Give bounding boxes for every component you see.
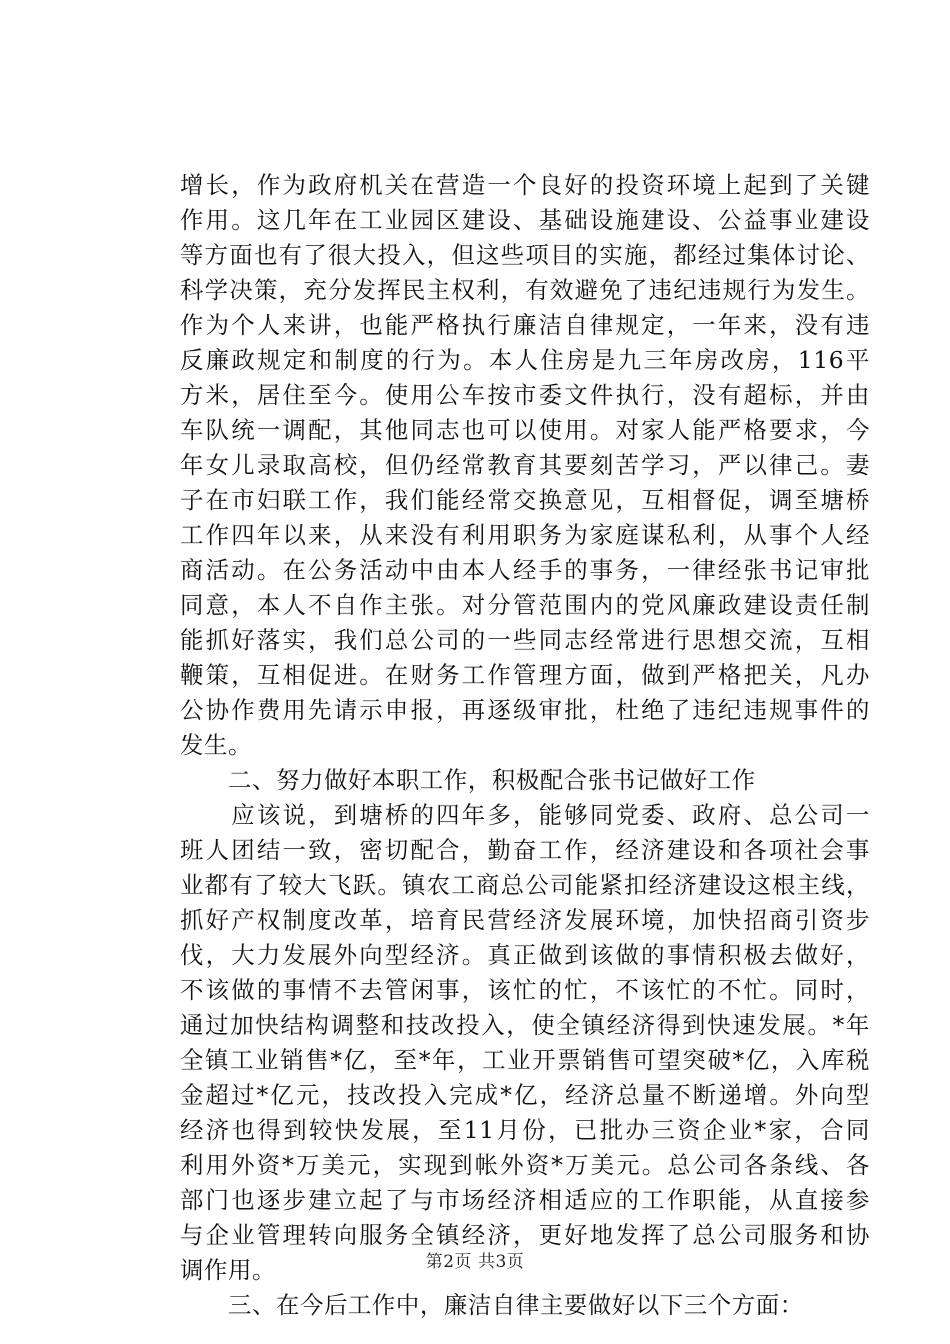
text-line: 不该做的事情不去管闲事，该忙的忙，不该忙的不忙。同时， — [180, 976, 870, 1004]
text-line: 抓好产权制度改革，培育民营经济发展环境，加快招商引资步 — [180, 906, 870, 934]
text-line: 利用外资*万美元，实现到帐外资*万美元。总公司各条线、各 — [180, 1151, 870, 1179]
text-line: 工作四年以来，从来没有利用职务为家庭谋私利，从事个人经 — [180, 521, 870, 549]
text-line: 部门也逐步建立起了与市场经济相适应的工作职能，从直接参 — [180, 1186, 870, 1214]
text-line: 调作用。 — [180, 1256, 276, 1284]
text-line: 商活动。在公务活动中由本人经手的事务，一律经张书记审批 — [180, 556, 870, 584]
text-line: 科学决策，充分发挥民主权利，有效避免了违纪违规行为发生。 — [180, 276, 870, 304]
text-line: 经济也得到较快发展，至11月份，已批办三资企业*家，合同 — [180, 1116, 870, 1144]
section-heading: 二、努力做好本职工作，积极配合张书记做好工作 — [180, 766, 756, 794]
page-footer: 第2页 共3页 — [425, 1252, 525, 1272]
text-line: 全镇工业销售*亿，至*年，工业开票销售可望突破*亿，入库税 — [180, 1046, 870, 1074]
text-line: 车队统一调配，其他同志也可以使用。对家人能严格要求，今 — [180, 416, 870, 444]
text-line: 方米，居住至今。使用公车按市委文件执行，没有超标，并由 — [180, 381, 870, 409]
text-line: 通过加快结构调整和技改投入，使全镇经济得到快速发展。*年 — [180, 1011, 870, 1039]
section-heading: 三、在今后工作中，廉洁自律主要做好以下三个方面： — [180, 1291, 804, 1319]
text-line: 伐，大力发展外向型经济。真正做到该做的事情积极去做好， — [180, 941, 870, 969]
text-line: 金超过*亿元，技改投入完成*亿，经济总量不断递增。外向型 — [180, 1081, 870, 1109]
text-line: 同意，本人不自作主张。对分管范围内的党风廉政建设责任制 — [180, 591, 870, 619]
text-line: 增长，作为政府机关在营造一个良好的投资环境上起到了关键 — [180, 171, 870, 199]
text-line: 发生。 — [180, 731, 252, 759]
text-line: 能抓好落实，我们总公司的一些同志经常进行思想交流，互相 — [180, 626, 870, 654]
text-line: 班人团结一致，密切配合，勤奋工作，经济建设和各项社会事 — [180, 836, 870, 864]
text-line: 作用。这几年在工业园区建设、基础设施建设、公益事业建设 — [180, 206, 870, 234]
text-line: 年女儿录取高校，但仍经常教育其要刻苦学习，严以律己。妻 — [180, 451, 870, 479]
text-line: 公协作费用先请示申报，再逐级审批，杜绝了违纪违规事件的 — [180, 696, 870, 724]
text-line: 反廉政规定和制度的行为。本人住房是九三年房改房，116平 — [180, 346, 870, 374]
text-line: 与企业管理转向服务全镇经济，更好地发挥了总公司服务和协 — [180, 1221, 870, 1249]
text-line: 作为个人来讲，也能严格执行廉洁自律规定，一年来，没有违 — [180, 311, 870, 339]
text-line: 等方面也有了很大投入，但这些项目的实施，都经过集体讨论、 — [180, 241, 870, 269]
text-line: 子在市妇联工作，我们能经常交换意见，互相督促，调至塘桥 — [180, 486, 870, 514]
text-line: 业都有了较大飞跃。镇农工商总公司能紧扣经济建设这根主线， — [180, 871, 870, 899]
document-body — [180, 168, 870, 1323]
text-line: 应该说，到塘桥的四年多，能够同党委、政府、总公司一 — [180, 801, 870, 829]
text-line: 鞭策，互相促进。在财务工作管理方面，做到严格把关，凡办 — [180, 661, 870, 689]
